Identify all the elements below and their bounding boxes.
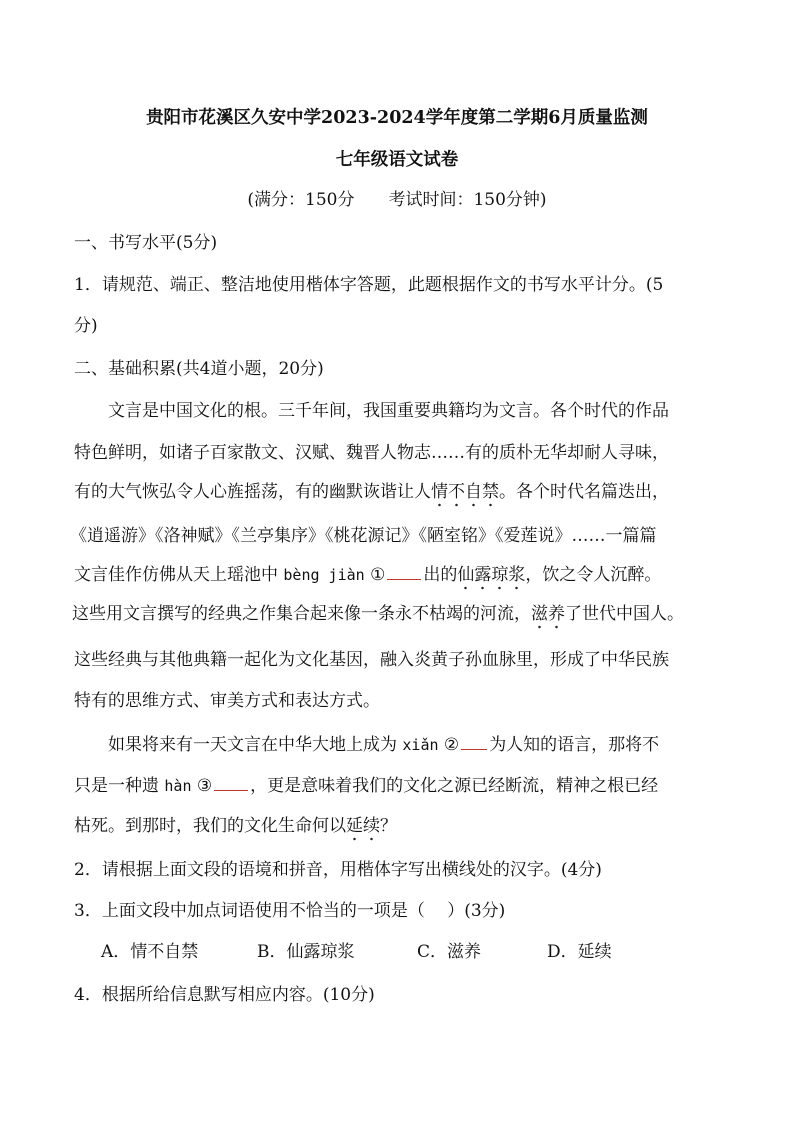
passage-2-line-2 — [74, 774, 794, 798]
passage-1-line-3-end: 。各个时代名篇迭出， — [499, 482, 669, 502]
passage-1-line-5-end: ，饮之令人沉醉。 — [525, 565, 662, 585]
passage-1-line-4: 《逍遥游》《洛神赋》《兰亭集序》《桃花源记》《陋室铭》《爱莲说》……一篇篇 — [70, 526, 657, 546]
passage-2-line-1 — [108, 733, 794, 757]
passage-1-line-5 — [74, 563, 794, 587]
option-b[interactable]: B．仙露琼浆 — [257, 942, 355, 962]
dotted-word-1: 情不自禁 — [431, 482, 499, 507]
passage-2-line-1-start: 如果将来有一天文言在中华大地上成为 — [108, 735, 403, 755]
pinyin-2: xiǎn — [402, 736, 439, 754]
passage-2-line-1-end: 为人知的语言，那将不 — [489, 735, 660, 755]
answer-blank-3[interactable] — [214, 774, 248, 791]
blank-number-1: ① — [364, 565, 386, 585]
answer-blank-2[interactable] — [461, 733, 487, 750]
exam-subtitle: 七年级语文试卷 — [335, 150, 459, 170]
option-d[interactable]: D．延续 — [547, 942, 612, 962]
passage-2-line-3-end: ？ — [380, 816, 397, 836]
pinyin-3: hàn — [164, 777, 192, 795]
passage-1-line-7: 这些经典与其他典籍一起化为文化基因，融入炎黄子孙血脉里，形成了中华民族 — [74, 650, 669, 670]
question-1-line-1: 1．请规范、端正、整洁地使用楷体字答题，此题根据作文的书写水平计分。(5 — [74, 275, 664, 295]
passage-1-line-1: 文言是中国文化的根。三千年间，我国重要典籍均为文言。各个时代的作品 — [108, 401, 669, 421]
blank-number-2: ② — [438, 735, 460, 755]
dotted-word-2: 仙露琼浆 — [457, 565, 525, 590]
passage-1-line-6 — [72, 602, 794, 626]
blank-number-3: ③ — [191, 776, 213, 796]
pinyin-1: bèng jiàn — [283, 566, 365, 584]
question-3: 3．上面文段中加点词语使用不恰当的一项是（ ）(3分) — [74, 901, 506, 921]
option-a[interactable]: A．情不自禁 — [101, 942, 199, 962]
option-c[interactable]: C．滋养 — [417, 942, 482, 962]
passage-1-line-3-start: 有的大气恢弘令人心旌摇荡，有的幽默诙谐让人 — [74, 482, 431, 502]
section-2-heading: 二、基础积累(共4道小题，20分) — [74, 359, 324, 379]
passage-1-line-3 — [74, 480, 794, 504]
question-1-line-2: 分) — [74, 316, 98, 336]
dotted-word-4: 延续 — [346, 816, 380, 841]
passage-2-line-3 — [74, 814, 794, 838]
passage-1-line-5-start: 文言佳作仿佛从天上瑶池中 — [74, 565, 284, 585]
exam-title: 贵阳市花溪区久安中学2023-2024学年度第二学期6月质量监测 — [146, 108, 648, 128]
exam-meta: (满分：150分 考试时间：150分钟) — [247, 190, 547, 210]
passage-1-line-6-start: 这些用文言撰写的经典之作集合起来像一条永不枯竭的河流， — [72, 604, 531, 624]
question-4: 4．根据所给信息默写相应内容。(10分) — [74, 985, 375, 1005]
passage-2-line-3-start: 枯死。到那时，我们的文化生命何以 — [74, 816, 346, 836]
answer-blank-1[interactable] — [387, 563, 421, 580]
passage-1-line-8: 特有的思维方式、审美方式和表达方式。 — [74, 691, 380, 711]
passage-2-line-2-end: ，更是意味着我们的文化之源已经断流，精神之根已经 — [250, 776, 659, 796]
passage-1-line-2: 特色鲜明，如诸子百家散文、汉赋、魏晋人物志……有的质朴无华却耐人寻味， — [74, 443, 669, 463]
passage-1-line-6-end: 了世代中国人。 — [565, 604, 684, 624]
question-3-options — [101, 940, 794, 964]
question-2: 2．请根据上面文段的语境和拼音，用楷体字写出横线处的汉字。(4分) — [74, 860, 602, 880]
passage-1-line-5-mid: 出的 — [423, 565, 458, 585]
dotted-word-3: 滋养 — [531, 604, 565, 629]
passage-2-line-2-start: 只是一种遗 — [74, 776, 165, 796]
section-1-heading: 一、书写水平(5分) — [74, 233, 218, 253]
